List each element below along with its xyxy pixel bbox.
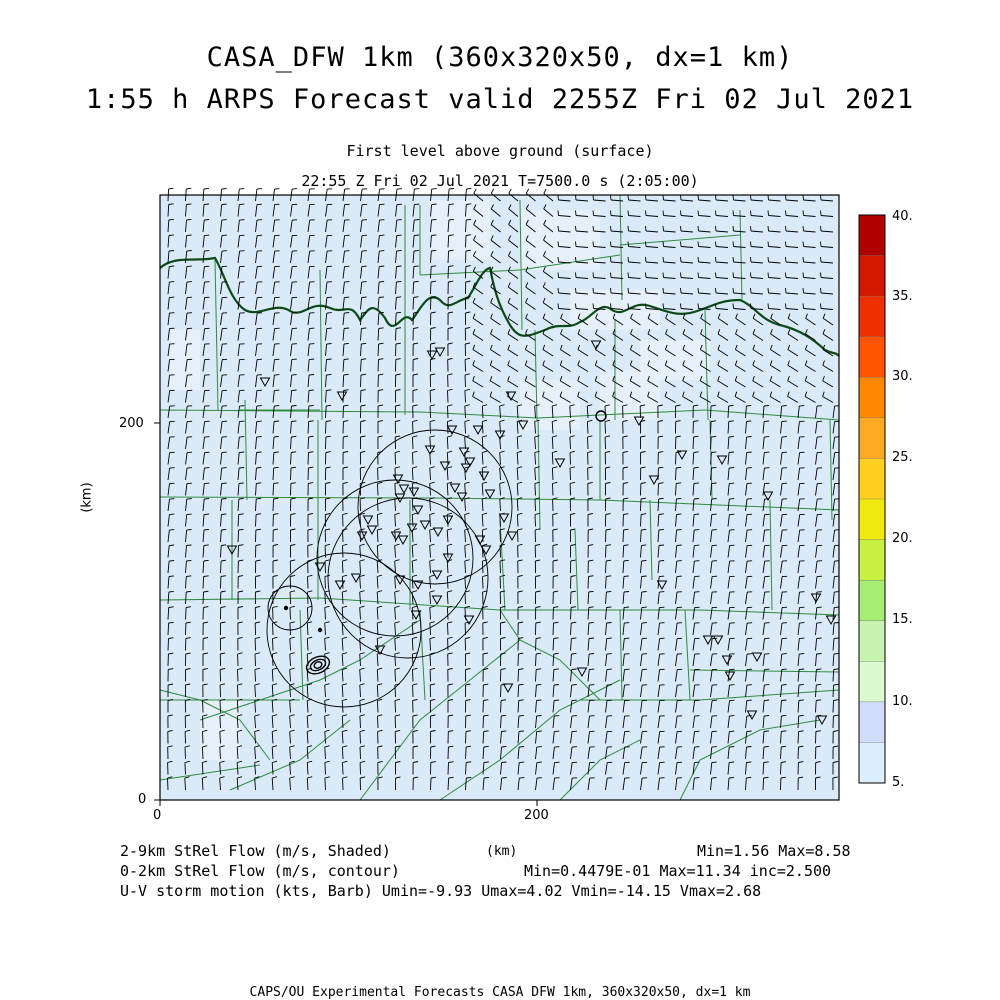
- colorbar-label-15: 15.: [892, 612, 913, 627]
- colorbar-swatch: [859, 337, 885, 378]
- colorbar-swatch: [859, 499, 885, 540]
- x-tick-0: 0: [153, 808, 162, 823]
- legend-contour: 0-2km StRel Flow (m/s, contour): [120, 862, 400, 880]
- pale-patch: [640, 340, 710, 380]
- colorbar-swatch: [859, 621, 885, 662]
- colorbar-label-10: 10.: [892, 694, 913, 709]
- pale-patch: [170, 330, 200, 390]
- colorbar-swatch: [859, 540, 885, 581]
- pale-patch: [520, 380, 580, 430]
- shaded-min-max: Min=1.56 Max=8.58: [697, 842, 851, 860]
- contour-min-max: Min=0.4479E-01 Max=11.34 inc=2.500: [524, 862, 832, 880]
- colorbar-label-20: 20.: [892, 531, 913, 546]
- flow-contour-dot: [285, 607, 288, 610]
- credit-line: CAPS/OU Experimental Forecasts CASA DFW 1km, 360x320x50, dx=1 km: [249, 985, 751, 1000]
- legend-barb: U-V storm motion (kts, Barb) Umin=-9.93 Umax=4.02 Vmin=-14.15 Vmax=2.68: [120, 882, 762, 900]
- colorbar-swatch: [859, 256, 885, 297]
- colorbar-swatch: [859, 296, 885, 337]
- colorbar-label-5: 5.: [892, 775, 905, 790]
- colorbar-label-25: 25.: [892, 450, 913, 465]
- x-tick-200: 200: [524, 808, 549, 823]
- colorbar-label-40: 40.: [892, 209, 913, 224]
- colorbar: [859, 215, 885, 783]
- colorbar-swatch: [859, 215, 885, 256]
- y-tick-200: 200: [119, 416, 144, 431]
- flow-contour-dot: [319, 629, 322, 632]
- colorbar-swatch: [859, 580, 885, 621]
- colorbar-swatch: [859, 418, 885, 459]
- y-tick-0: 0: [138, 792, 147, 807]
- title-line-2: 1:55 h ARPS Forecast valid 2255Z Fri 02 Jul 2021: [85, 84, 915, 115]
- title-line-1: CASA_DFW 1km (360x320x50, dx=1 km): [206, 42, 794, 73]
- level-label: First level above ground (surface): [346, 142, 654, 160]
- colorbar-label-35: 35.: [892, 289, 913, 304]
- y-axis-unit: (km): [79, 482, 95, 513]
- x-axis-unit: (km): [486, 844, 518, 859]
- colorbar-swatch: [859, 742, 885, 783]
- pale-patch: [520, 210, 600, 270]
- valid-time-label: 22:55 Z Fri 02 Jul 2021 T=7500.0 s (2:05:00): [301, 172, 699, 190]
- legend-shaded: 2-9km StRel Flow (m/s, Shaded): [120, 842, 391, 860]
- colorbar-swatch: [859, 661, 885, 702]
- colorbar-swatch: [859, 702, 885, 743]
- colorbar-swatch: [859, 377, 885, 418]
- colorbar-swatch: [859, 458, 885, 499]
- colorbar-label-30: 30.: [892, 369, 913, 384]
